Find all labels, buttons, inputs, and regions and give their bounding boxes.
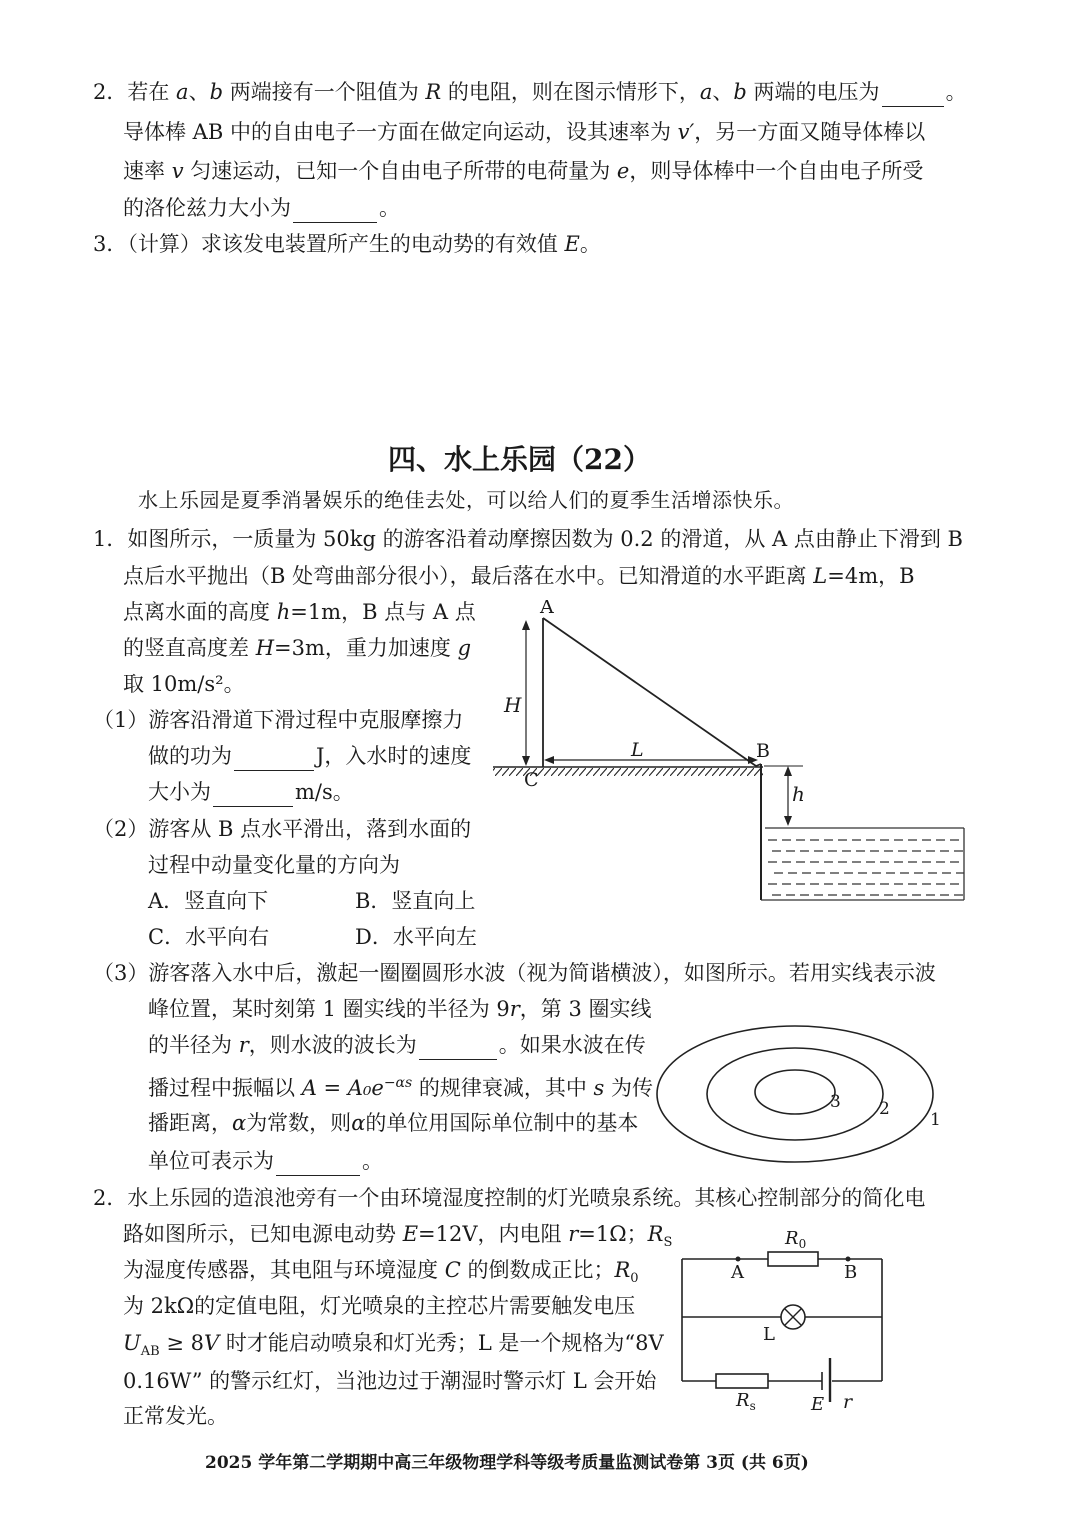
- resistor-rs: [716, 1374, 768, 1388]
- label-node-b: B: [844, 1262, 858, 1283]
- p2-line-3: 为湿度传感器，其电阻与环境湿度 C 的倒数成正比；$R_0$: [123, 1258, 639, 1287]
- p1-sub3-line-2: 峰位置，某时刻第 1 圈实线的半径为 9r，第 3 圈实线: [148, 997, 652, 1021]
- label-r0: $R_0$: [785, 1228, 807, 1251]
- p1-line-5: 取 10m/s²。: [123, 672, 245, 696]
- p2-line-7: 正常发光。: [123, 1404, 228, 1428]
- label-r: r: [843, 1391, 853, 1413]
- slide-ab: [543, 618, 756, 766]
- label-c: C: [524, 769, 539, 791]
- label-b: B: [756, 740, 770, 762]
- page-footer: 2025 学年第二学期期中高三年级物理学科等级考质量监测试卷第 3页 (共 6页): [205, 1453, 809, 1473]
- p1-sub3-line-5: 播距离，α为常数，则α的单位用国际单位制中的基本: [148, 1111, 639, 1135]
- q2-line-4: 的洛伦兹力大小为 。: [123, 193, 400, 223]
- p1-sub2-line-1: （2）游客从 B 点水平滑出，落到水面的: [93, 817, 472, 841]
- option-d[interactable]: D．水平向左: [355, 925, 477, 949]
- p1-sub3-line-4: 播过程中振幅以 $A = A_0e^{-\alpha s}$ 的规律衰减，其中 s 为传: [148, 1075, 654, 1100]
- p1-line-3: 点离水面的高度 h=1m，B 点与 A 点: [123, 600, 476, 624]
- q3-line: 3．（计算）求该发电装置所产生的电动势的有效值 E。: [93, 232, 601, 256]
- p2-line-5: $U_{AB} \ge 8V$ 时才能启动喷泉和灯光秀；L 是一个规格为“8V: [123, 1331, 664, 1360]
- p1-sub3-line-6: 单位可表示为 。: [148, 1146, 383, 1176]
- section-title: 四、水上乐园（22）: [388, 443, 651, 476]
- answer-blank[interactable]: [213, 784, 293, 807]
- p1-sub2-line-2: 过程中动量变化量的方向为: [148, 853, 400, 877]
- option-a[interactable]: A．竖直向下: [148, 889, 269, 913]
- p1-sub3-line-3: 的半径为 r，则水波的波长为 。如果水波在传: [148, 1030, 646, 1060]
- node-a: [736, 1257, 741, 1262]
- label-h: h: [792, 782, 805, 806]
- p1-sub3-line-1: （3）游客落入水中后，激起一圈圈圆形水波（视为简谐横波），如图所示。若用实线表示波: [93, 961, 936, 985]
- p1-sub1-line-3: 大小为 m/s。: [148, 777, 354, 807]
- p1-line-4: 的竖直高度差 H=3m，重力加速度 g: [123, 636, 472, 660]
- label-a: A: [540, 600, 554, 618]
- ripple-label-3: 3: [830, 1092, 841, 1112]
- ripple-2: [707, 1048, 883, 1140]
- label-L: L: [631, 739, 644, 761]
- node-b: [846, 1257, 851, 1262]
- p1-line-1: 1．如图所示，一质量为 50kg 的游客沿着动摩擦因数为 0.2 的滑道，从 A 点由静止下滑到 B: [93, 527, 963, 551]
- answer-blank[interactable]: [293, 200, 377, 223]
- resistor-r0: [768, 1252, 818, 1266]
- label-lamp: L: [763, 1324, 775, 1345]
- p2-line-1: 2．水上乐园的造浪池旁有一个由环境湿度控制的灯光喷泉系统。其核心控制部分的简化电: [93, 1186, 926, 1210]
- water-surface: [765, 828, 964, 895]
- q2-line-2: 导体棒 AB 中的自由电子一方面在做定向运动，设其速率为 v′，另一方面又随导体棒以: [123, 120, 926, 144]
- ripple-3: [755, 1070, 835, 1114]
- ripple-1: [657, 1026, 933, 1162]
- option-b[interactable]: B．竖直向上: [355, 889, 476, 913]
- lamp-l: [781, 1305, 805, 1329]
- circuit-diagram: [668, 1222, 898, 1414]
- label-node-a: A: [731, 1262, 744, 1283]
- option-c[interactable]: C．水平向右: [148, 925, 270, 949]
- answer-blank[interactable]: [882, 84, 944, 107]
- label-e: E: [811, 1394, 825, 1414]
- p1-sub1-line-2: 做的功为 J，入水时的速度: [148, 741, 471, 771]
- answer-blank[interactable]: [234, 748, 314, 771]
- slide-diagram: [488, 600, 968, 910]
- label-rs: $R_s$: [736, 1390, 756, 1413]
- answer-blank[interactable]: [419, 1037, 497, 1060]
- q2-line-1: 2．若在 a、b 两端接有一个阻值为 R 的电阻，则在图示情形下，a、b 两端的电压为 。: [93, 77, 967, 107]
- ripple-diagram: [650, 1022, 950, 1172]
- ripple-label-2: 2: [879, 1099, 890, 1119]
- section-intro: 水上乐园是夏季消暑娱乐的绝佳去处，可以给人们的夏季生活增添快乐。: [138, 488, 794, 512]
- p1-line-2: 点后水平抛出（B 处弯曲部分很小），最后落在水中。已知滑道的水平距离 L=4m，B: [123, 564, 915, 588]
- label-H: H: [504, 693, 522, 717]
- q2-line-3: 速率 v 匀速运动，已知一个自由电子所带的电荷量为 e，则导体棒中一个自由电子所受: [123, 159, 924, 183]
- p2-line-6: 0.16W” 的警示红灯，当池边过于潮湿时警示灯 L 会开始: [123, 1369, 657, 1393]
- p2-line-2: 路如图所示，已知电源电动势 E=12V，内电阻 r=1Ω；$R_S$: [123, 1222, 673, 1251]
- ripple-label-1: 1: [930, 1110, 941, 1130]
- p2-line-4: 为 2kΩ的定值电阻，灯光喷泉的主控芯片需要触发电压: [123, 1294, 636, 1318]
- p1-sub1-line-1: （1）游客沿滑道下滑过程中克服摩擦力: [93, 708, 464, 732]
- answer-blank[interactable]: [276, 1153, 360, 1176]
